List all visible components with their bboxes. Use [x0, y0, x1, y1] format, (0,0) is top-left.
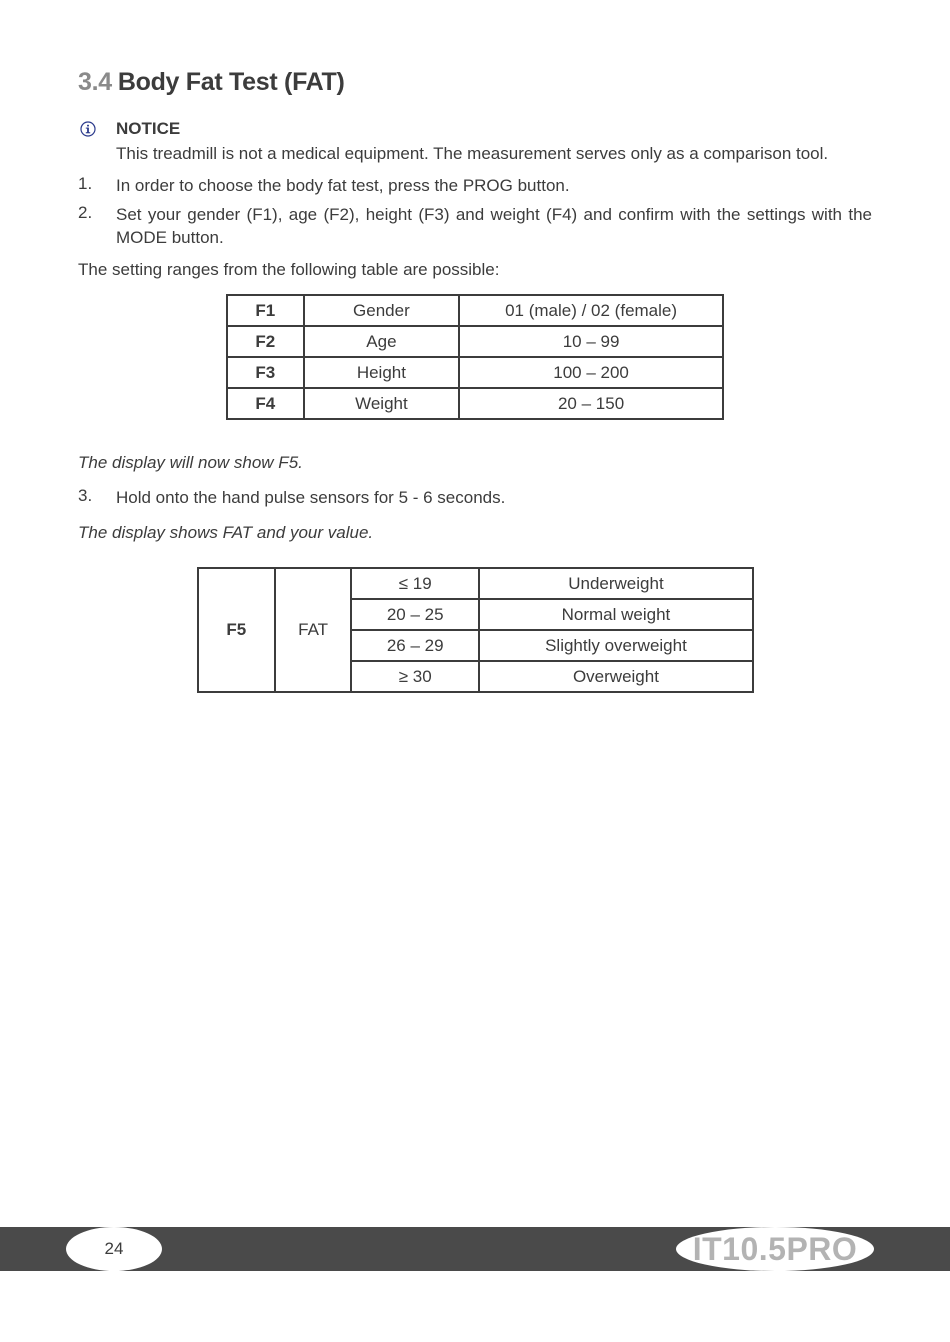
fat-name: FAT	[275, 568, 352, 692]
setting-code: F3	[227, 357, 304, 388]
display-fat-note: The display shows FAT and your value.	[78, 523, 374, 542]
step-marker: 2.	[78, 203, 93, 222]
step-marker: 3.	[78, 486, 93, 505]
fat-range: ≥ 30	[351, 661, 478, 692]
notice-title: NOTICE	[116, 119, 181, 138]
table-row	[227, 326, 723, 357]
setting-name: Height	[304, 357, 459, 388]
fat-table	[197, 567, 754, 693]
display-f5-note: The display will now show F5.	[78, 453, 303, 472]
ranges-intro: The setting ranges from the following table are possible:	[78, 260, 500, 279]
table-row	[227, 295, 723, 326]
notice-text: This treadmill is not a medical equipment. The measurement serves only as a comparison tool.	[116, 144, 829, 163]
fat-label: Overweight	[479, 661, 753, 692]
setting-code: F2	[227, 326, 304, 357]
setting-name: Weight	[304, 388, 459, 419]
setting-name: Gender	[304, 295, 459, 326]
table-row	[227, 357, 723, 388]
section-heading	[78, 68, 345, 97]
page-number: 24	[104, 1239, 124, 1258]
fat-range: ≤ 19	[351, 568, 478, 599]
step-marker: 1.	[78, 174, 93, 193]
fat-label: Slightly overweight	[479, 630, 753, 661]
setting-range: 20 – 150	[459, 388, 723, 419]
step-text: Hold onto the hand pulse sensors for 5 - 6 seconds.	[116, 488, 506, 507]
table-row	[198, 568, 753, 599]
model-name: IT10.5PRO	[692, 1231, 858, 1267]
fat-code: F5	[198, 568, 275, 692]
setting-code: F1	[227, 295, 304, 326]
section-number: 3.4	[78, 68, 112, 96]
setting-code: F4	[227, 388, 304, 419]
setting-range: 100 – 200	[459, 357, 723, 388]
table-row	[227, 388, 723, 419]
fat-range: 20 – 25	[351, 599, 478, 630]
settings-table	[226, 294, 724, 420]
setting-name: Age	[304, 326, 459, 357]
fat-range: 26 – 29	[351, 630, 478, 661]
setting-range: 10 – 99	[459, 326, 723, 357]
step-text: In order to choose the body fat test, press the PROG button.	[116, 176, 570, 195]
fat-label: Normal weight	[479, 599, 753, 630]
step-text: Set your gender (F1), age (F2), height (F3) and weight (F4) and confirm with the settings with the MODE button.	[116, 205, 872, 247]
setting-range: 01 (male) / 02 (female)	[459, 295, 723, 326]
section-title: Body Fat Test (FAT)	[117, 68, 345, 96]
fat-label: Underweight	[479, 568, 753, 599]
info-circle-icon	[80, 121, 96, 137]
